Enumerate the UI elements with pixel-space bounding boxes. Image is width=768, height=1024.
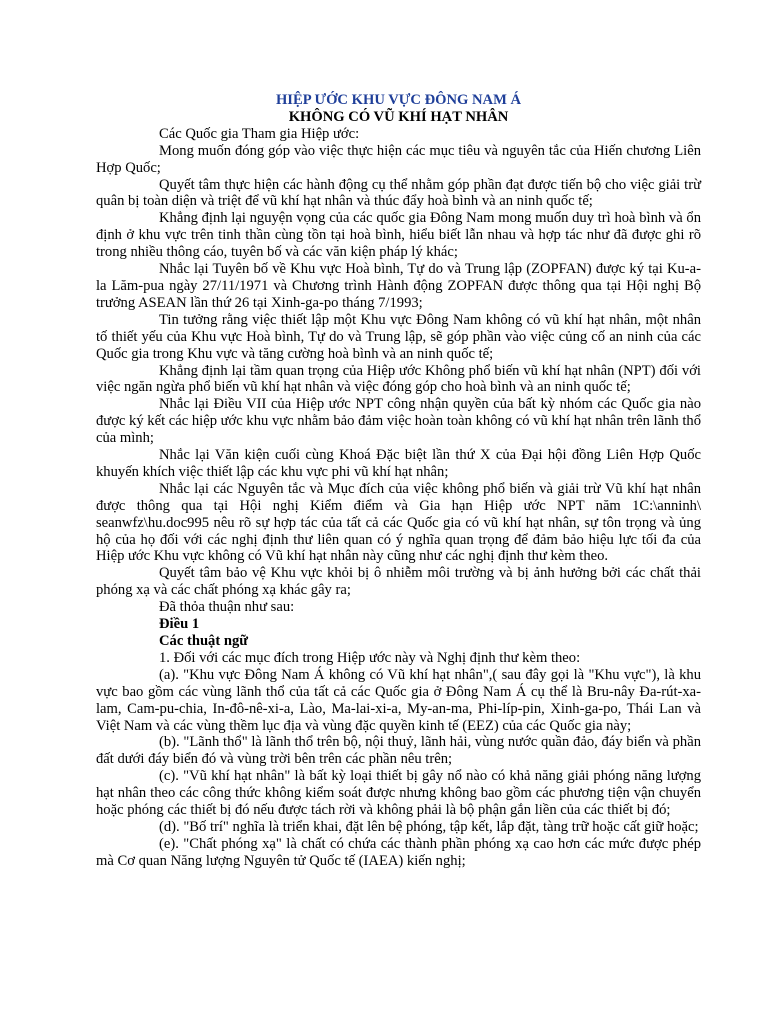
article-paragraph: 1. Đối với các mục đích trong Hiệp ước này và Nghị định thư kèm theo: bbox=[159, 649, 581, 666]
preamble-paragraph: Nhắc lại các Nguyên tắc và Mục đích của việc không phổ biến và giải trừ Vũ khí hạt nhân được thông qua tại Hội nghị Kiểm điểm và Gia hạn Hiệp ước NPT năm 1C:\anninh\ seanwfz\hu.doc995 nêu rõ sự hợp tác của tất cả các Quốc gia có vũ khí hạt nhân, sự tôn trọng và ủng hộ của họ đối với các nghị định thư liên quan có ý nghĩa quan trọng để đảm bảo hiệu lực tối đa của Hiệp ước Khu vực không có Vũ khí hạt nhân này cũng như các nghị định thư kèm theo. bbox=[96, 480, 701, 565]
article-paragraph: (b). "Lãnh thổ" là lãnh thổ trên bộ, nội thuỷ, lãnh hải, vùng nước quần đảo, đáy biển và phần đất dưới đáy biển đó và vùng trời bên trên các phần nêu trên; bbox=[96, 734, 701, 768]
article-subheading: Các thuật ngữ bbox=[159, 633, 249, 649]
preamble-paragraph: Tin tưởng rằng việc thiết lập một Khu vực Đông Nam không có vũ khí hạt nhân, một nhân tố thiết yếu của Khu vực Hoà bình, Tự do và Trung lập, sẽ góp phần vào việc củng cố an ninh của các Quốc gia trong Khu vực và tăng cường hoà bình và an ninh quốc tế; bbox=[96, 311, 701, 362]
preamble-paragraph: Nhắc lại Văn kiện cuối cùng Khoá Đặc biệt lần thứ X của Đại hội đồng Liên Hợp Quốc khuyến khích việc thiết lập các khu vực phi vũ khí hạt nhân; bbox=[96, 447, 701, 480]
preamble-paragraph: Quyết tâm thực hiện các hành động cụ thể nhằm góp phần đạt được tiến bộ cho việc giải trừ quân bị toàn diện và triệt để vũ khí hạt nhân và thúc đẩy hoà bình và an ninh quốc tế; bbox=[96, 176, 701, 210]
preamble-paragraph: Các Quốc gia Tham gia Hiệp ước: bbox=[159, 125, 360, 142]
document-title-line-1: HIỆP ƯỚC KHU VỰC ĐÔNG NAM Á bbox=[275, 92, 522, 108]
article-paragraph: (c). "Vũ khí hạt nhân" là bất kỳ loại thiết bị gây nổ nào có khả năng giải phóng năng lượng hạt nhân theo các công thức không kiểm soát được nhưng không bao gồm các phương tiện vận chuyển hoặc phóng các thiết bị đó nếu được tách rời và không phải là bộ phận gắn liền của các thiết bị đó; bbox=[96, 768, 701, 819]
document-title-line-2: KHÔNG CÓ VŨ KHÍ HẠT NHÂN bbox=[288, 108, 509, 125]
preamble-paragraph: Nhắc lại Tuyên bố về Khu vực Hoà bình, Tự do và Trung lập (ZOPFAN) được ký tại Ku-a-la Lăm-pua ngày 27/11/1971 và Chương trình Hành động ZOPFAN được thông qua tại Hội nghị Bộ trưởng ASEAN lần thứ 26 tại Xinh-ga-po tháng 7/1993; bbox=[96, 261, 701, 311]
article-paragraph: (a). "Khu vực Đông Nam Á không có Vũ khí hạt nhân",( sau đây gọi là "Khu vực"), là khu vực bao gồm các vùng lãnh thổ của tất cả các Quốc gia ở Đông Nam Á cụ thể là Bru-nây Đa-rút-xa-lam, Cam-pu-chia, In-đô-nê-xi-a, Lào, Ma-lai-xi-a, My-an-ma, Phi-líp-pin, Xinh-ga-po, Thái Lan và Việt Nam và các vùng thềm lục địa và vùng đặc quyền kinh tế (EEZ) của các Quốc gia này; bbox=[96, 666, 701, 734]
preamble-paragraph: Khẳng định lại nguyện vọng của các quốc gia Đông Nam mong muốn duy trì hoà bình và ổn định ở khu vực trên tinh thần cùng tồn tại hoà bình, hiểu biết lẫn nhau và hợp tác như đã được ghi rõ trong nhiều thông cáo, tuyên bố và các văn kiện pháp lý khác; bbox=[96, 210, 701, 261]
preamble-paragraph: Khẳng định lại tầm quan trọng của Hiệp ước Không phổ biến vũ khí hạt nhân (NPT) đối với việc ngăn ngừa phổ biến vũ khí hạt nhân và việc đóng góp cho hoà bình và an ninh quốc tế; bbox=[96, 362, 701, 396]
article-paragraph: (e). "Chất phóng xạ" là chất có chứa các thành phần phóng xạ cao hơn các mức được phép mà Cơ quan Năng lượng Nguyên tử Quốc tế (IAEA) kiến nghị; bbox=[96, 835, 701, 869]
preamble-paragraph: Nhắc lại Điều VII của Hiệp ước NPT công nhận quyền của bất kỳ nhóm các Quốc gia nào được ký kết các hiệp ước khu vực nhằm bảo đảm việc hoàn toàn không có vũ khí hạt nhân trên lãnh thổ của mình; bbox=[96, 396, 701, 447]
article-heading: Điều 1 bbox=[159, 616, 200, 633]
preamble-paragraph: Đã thỏa thuận như sau: bbox=[159, 599, 295, 616]
preamble-paragraph: Quyết tâm bảo vệ Khu vực khỏi bị ô nhiễm môi trường và bị ảnh hưởng bởi các chất thải phóng xạ và các chất phóng xạ khác gây ra; bbox=[96, 565, 701, 599]
document-page bbox=[96, 92, 701, 870]
article-paragraph: (d). "Bố trí" nghĩa là triển khai, đặt lên bệ phóng, tập kết, lắp đặt, tàng trữ hoặc cất giữ hoặc; bbox=[159, 818, 699, 835]
preamble-paragraph: Mong muốn đóng góp vào việc thực hiện các mục tiêu và nguyên tắc của Hiến chương Liên Hợp Quốc; bbox=[96, 142, 701, 176]
